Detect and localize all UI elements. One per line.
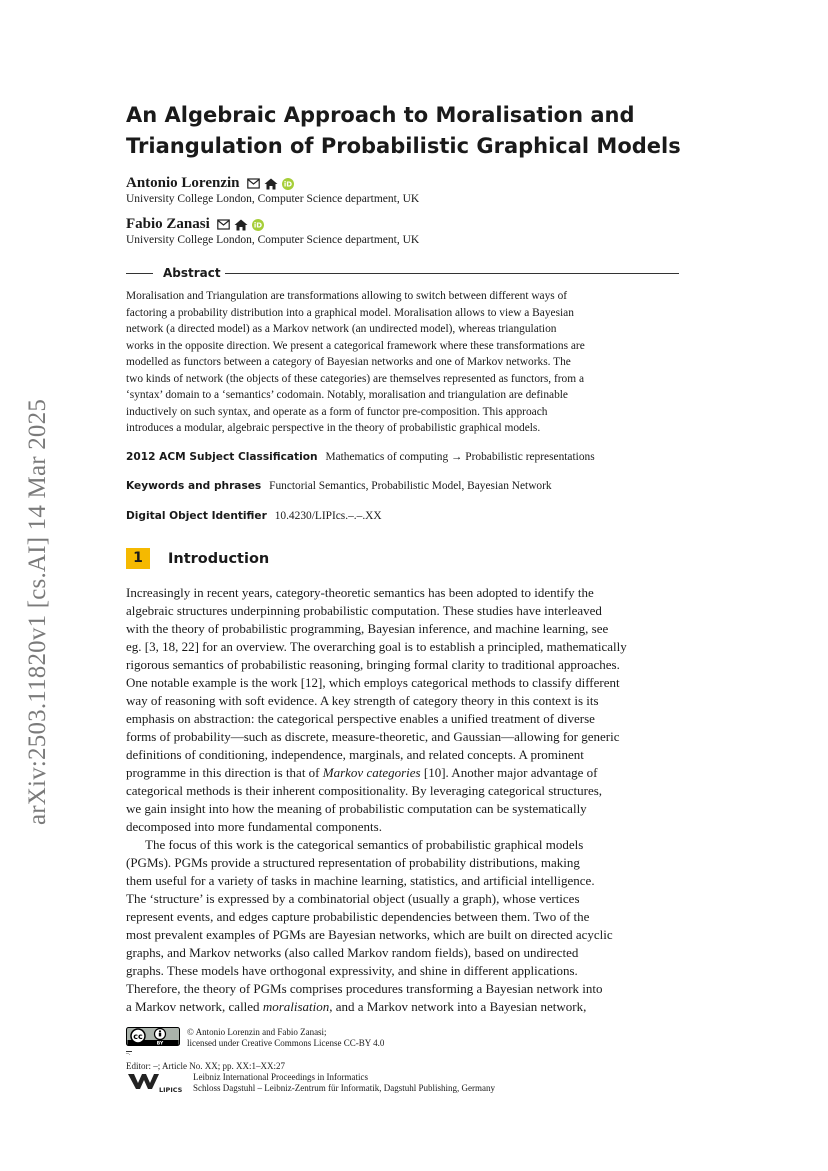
body-line: categorical methods is their inherent compositionality. By leveraging categorical structures, <box>126 783 603 798</box>
body-line: definitions of conditioning, independence, marginals, and related concepts. A prominent <box>126 747 584 762</box>
keywords-value: Functorial Semantics, Probabilistic Model, Bayesian Network <box>269 480 552 492</box>
home-icon[interactable] <box>234 219 248 231</box>
author-affiliation: University College London, Computer Science department, UK <box>126 234 420 246</box>
abstract-line: ‘syntax’ domain to a ‘semantics’ codomain. Notably, moralisation and triangulation are definable <box>126 389 568 401</box>
body-line: The focus of this work is the categorical semantics of probabilistic graphical models <box>145 837 584 852</box>
abstract-line: inductively on such syntax, and operate as a form of functor pre-composition. This approach <box>126 406 548 418</box>
svg-text:cc: cc <box>133 1032 143 1041</box>
section-title: Introduction <box>168 551 270 567</box>
editor-line: Editor: –; Article No. XX; pp. XX:1–XX:27 <box>126 1061 285 1071</box>
body-line: we gain insight into how the meaning of probabilistic computation can be systematically <box>126 801 587 816</box>
body-line: (PGMs). PGMs provide a structured representation of probability distributions, making <box>126 855 580 870</box>
body-line: The ‘structure’ is expressed by a combinatorial object (usually a graph), whose vertices <box>126 891 580 906</box>
emphasis: Markov categories <box>322 765 421 780</box>
title-line: Triangulation of Probabilistic Graphical Models <box>126 134 681 158</box>
cc-by-text: BY <box>156 1041 164 1046</box>
arxiv-identifier-stamp: arXiv:2503.11820v1 [cs.AI] 14 Mar 2025 <box>24 398 51 826</box>
body-line: forms of probability—such as discrete, measure-theoretic, and Gaussian—allowing for generic <box>126 729 620 744</box>
home-icon[interactable] <box>264 178 278 190</box>
doi-label: Digital Object Identifier <box>126 510 267 522</box>
body-line: most prevalent examples of PGMs are Bayesian networks, which are built on directed acyclic <box>126 927 613 942</box>
body-line: algebraic structures underpinning probabilistic computation. These studies have interleaved <box>126 603 602 618</box>
email-icon[interactable] <box>217 219 230 230</box>
paper-title <box>126 100 726 162</box>
title-line: An Algebraic Approach to Moralisation and <box>126 103 635 127</box>
section-number-badge: 1 <box>126 548 150 569</box>
body-line: Increasingly in recent years, category-theoretic semantics has been adopted to identify the <box>126 585 594 600</box>
author-block <box>126 215 264 233</box>
copyright-line: © Antonio Lorenzin and Fabio Zanasi; <box>187 1027 327 1037</box>
abstract-line: modelled as functors between a category of Bayesian networks and one of Markov networks. The <box>126 356 571 368</box>
body-line: Therefore, the theory of PGMs comprises procedures transforming a Bayesian network into <box>126 981 603 996</box>
keywords-label: Keywords and phrases <box>126 480 262 492</box>
body-line: graphs, and Markov networks (also called Markov random fields), based on undirected <box>126 945 579 960</box>
author-block <box>126 174 294 192</box>
doi-value[interactable]: 10.4230/LIPIcs.–.–.XX <box>274 510 382 522</box>
body-line: them useful for a variety of tasks in machine learning, statistics, and artificial intelligence. <box>126 873 595 888</box>
author-name: Antonio Lorenzin <box>126 175 240 191</box>
svg-text:iD: iD <box>253 221 262 230</box>
footer-dash: –. <box>126 1051 131 1057</box>
author-affiliation: University College London, Computer Science department, UK <box>126 193 420 205</box>
author-name: Fabio Zanasi <box>126 216 210 232</box>
orcid-icon[interactable] <box>282 178 294 190</box>
body-line: represent events, and edges capture probabilistic dependencies between them. Two of the <box>126 909 590 924</box>
body-line: decomposed into more fundamental components. <box>126 819 382 834</box>
body-line: graphs. These models have orthogonal expressivity, and shine in different applications. <box>126 963 578 978</box>
body-line: programme in this direction is that of Markov categories [10]. Another major advantage of <box>126 765 598 780</box>
license-line[interactable]: licensed under Creative Commons License CC-BY 4.0 <box>187 1038 385 1048</box>
lipics-logo <box>128 1071 184 1093</box>
acm-value: Mathematics of computing → Probabilistic representations <box>325 451 595 463</box>
body-line: a Markov network, called moralisation, and a Markov network into a Bayesian network, <box>126 999 587 1014</box>
abstract-line: network (a directed model) as a Markov network (an undirected model), whereas triangulation <box>126 323 557 335</box>
acm-classification <box>126 451 595 463</box>
body-line: emphasis on abstraction: the categorical perspective enables a unified treatment of diverse <box>126 711 595 726</box>
abstract-heading: Abstract <box>159 266 225 280</box>
body-line: rigorous semantics of probabilistic reasoning, bringing formal clarity to traditional approaches. <box>126 657 620 672</box>
email-icon[interactable] <box>247 178 260 189</box>
cc-by-license-badge[interactable] <box>126 1027 180 1046</box>
abstract-line: two kinds of network (the objects of these categories) are themselves represented as functors, from a <box>126 373 584 385</box>
abstract-line: works in the opposite direction. We present a categorical framework where these transformations are <box>126 340 585 352</box>
abstract-line: Moralisation and Triangulation are transformations allowing to switch between different ways of <box>126 290 568 302</box>
series-line: Leibniz International Proceedings in Informatics <box>193 1072 368 1082</box>
body-line: way of reasoning with soft evidence. A key strength of category theory in this context is its <box>126 693 599 708</box>
svg-text:iD: iD <box>283 180 292 189</box>
emphasis: moralisation <box>262 999 330 1014</box>
body-line: One notable example is the work [12], which employs categorical methods to classify different <box>126 675 620 690</box>
publisher-line: Schloss Dagstuhl – Leibniz-Zentrum für Informatik, Dagstuhl Publishing, Germany <box>193 1083 495 1093</box>
doi <box>126 510 382 522</box>
abstract-line: factoring a probability distribution into a graphical model. Moralisation allows to view a Bayesian <box>126 307 574 319</box>
acm-label: 2012 ACM Subject Classification <box>126 451 318 463</box>
keywords <box>126 480 552 492</box>
body-line: with the theory of probabilistic programming, Bayesian inference, and machine learning, see <box>126 621 609 636</box>
orcid-icon[interactable] <box>252 219 264 231</box>
abstract-line: introduces a modular, algebraic perspective in the theory of probabilistic graphical models. <box>126 422 541 434</box>
body-line: eg. [3, 18, 22] for an overview. The overarching goal is to establish a principled, mathematically <box>126 639 627 654</box>
abstract-rule <box>126 266 679 280</box>
lipics-wordmark: LIPICS <box>159 1086 183 1093</box>
